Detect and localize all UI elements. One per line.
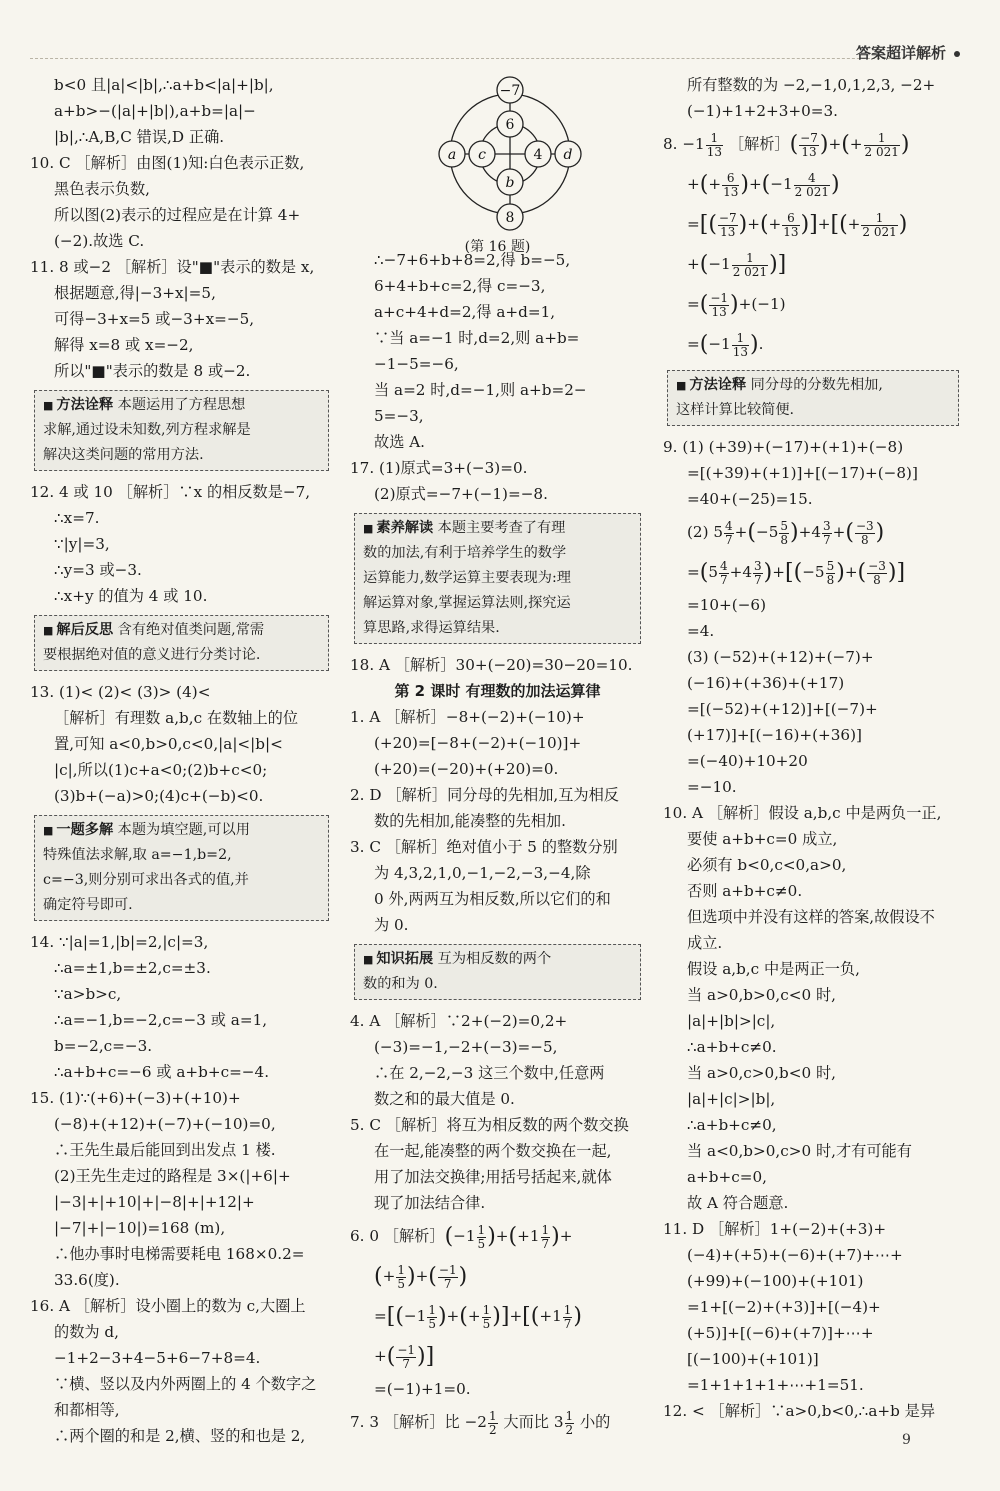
q13-line: 13. (1)< (2)< (3)> (4)< bbox=[30, 683, 211, 701]
p11-line: 11. D ［解析］1+(−2)+(+3)+ bbox=[663, 1220, 887, 1238]
text-line: (+20)=(−20)+(+20)=0. bbox=[374, 760, 559, 778]
p12-line: 12. < ［解析］∵a>0,b<0,∴a+b 是异 bbox=[663, 1402, 936, 1420]
tip-text: 求解,通过设未知数,列方程求解是 bbox=[43, 422, 251, 438]
text-line: =(−1)+1=0. bbox=[374, 1380, 471, 1398]
text-span: 6. 0 ［解析］ bbox=[350, 1227, 445, 1245]
node-top-label: −7 bbox=[499, 83, 521, 99]
text-line: 解得 x=8 或 x=−2, bbox=[54, 336, 194, 354]
text-line: 黑色表示负数, bbox=[54, 180, 150, 198]
column-right bbox=[663, 72, 963, 1424]
tip-text: 解决这类问题的常用方法. bbox=[43, 447, 204, 463]
tip-text: 本题为填空题,可以用 bbox=[113, 822, 250, 838]
text-line: 所以"■"表示的数是 8 或−2. bbox=[54, 362, 251, 380]
text-line: (2)王先生走过的路程是 3×(|+6|+ bbox=[54, 1167, 291, 1185]
text-line: 当 a>0,b>0,c<0 时, bbox=[687, 986, 836, 1004]
text-line: =10+(−6) bbox=[687, 596, 767, 614]
text-line: =1+[(−2)+(+3)]+[(−4)+ bbox=[687, 1298, 881, 1316]
fraction: $\frac{1}{7}$ bbox=[541, 1222, 550, 1251]
tip-text: 特殊值法求解,取 a=−1,b=2, bbox=[43, 847, 232, 863]
p7-line: 7. 3 ［解析］比 −2 $\frac{1}{2}$ 大而比 3 $\frac{1}{2}$ 小的 bbox=[350, 1408, 611, 1437]
text-line: −1+2−3+4−5+6−7+8=4. bbox=[54, 1349, 261, 1367]
tip-text: 要根据绝对值的意义进行分类讨论. bbox=[43, 647, 261, 663]
text-line: 在一起,能凑整的两个数交换在一起, bbox=[374, 1142, 612, 1160]
circle-diagram-svg bbox=[350, 72, 645, 237]
text-line: ∵a>b>c, bbox=[54, 985, 122, 1003]
page-number: 9 bbox=[902, 1432, 911, 1448]
p2-line: 2. D ［解析］同分母的先相加,互为相反 bbox=[350, 786, 619, 804]
paren: ) bbox=[487, 1224, 496, 1249]
text-line: 故 A 符合题意. bbox=[687, 1194, 789, 1212]
text-line: |c|,所以(1)c+a<0;(2)b+c<0; bbox=[54, 761, 268, 779]
tip-text: 含有绝对值类问题,常需 bbox=[113, 622, 265, 638]
p6-line-2: (+ $\frac{1}{5}$ )+( $\frac{-1}{7}$ ) bbox=[374, 1262, 468, 1291]
tip-tag: ■ 一题多解 bbox=[43, 822, 113, 838]
q16-line: 16. A ［解析］设小圈上的数为 c,大圈上 bbox=[30, 1297, 306, 1315]
q18-line: 18. A ［解析］30+(−20)=30−20=10. bbox=[350, 656, 633, 674]
text-line: ∵横、竖以及内外两圈上的 4 个数字之 bbox=[54, 1375, 317, 1393]
tip-text: 同分母的分数先相加, bbox=[746, 377, 883, 393]
text-line: (+17)]+[(−16)+(+36)] bbox=[687, 726, 862, 744]
text-line: ∴他办事时电梯需要耗电 168×0.2= bbox=[54, 1245, 305, 1263]
text-line: (+99)+(−100)+(+101) bbox=[687, 1272, 864, 1290]
p8-line-4: +(−1 $\frac{1}{2 021}$ )] bbox=[687, 250, 787, 279]
tip-text: 数的和为 0. bbox=[363, 976, 438, 992]
text-line: (3)b+(−a)>0;(4)c+(−b)<0. bbox=[54, 787, 264, 805]
text-line: |−7|+|−10|)=168 (m), bbox=[54, 1219, 226, 1237]
node-right-outer-label: d bbox=[563, 147, 573, 163]
text-line: 0 外,两两互为相反数,所以它们的和 bbox=[374, 890, 611, 908]
tip-box-knowledge bbox=[354, 944, 641, 1000]
text-line: =40+(−25)=15. bbox=[687, 490, 813, 508]
text-line: 故选 A. bbox=[374, 433, 425, 451]
tip-text: 这样计算比较简便. bbox=[676, 402, 795, 418]
node-bottom-label: 8 bbox=[505, 210, 515, 226]
p9-line: 9. (1) (+39)+(−17)+(+1)+(−8) bbox=[663, 438, 904, 456]
tip-box-method bbox=[34, 390, 329, 471]
tip-text: 算思路,求得运算结果. bbox=[363, 620, 500, 636]
text-line: 的数为 d, bbox=[54, 1323, 119, 1341]
text-line: ∵|y|=3, bbox=[54, 535, 110, 553]
text-line: 当 a>0,c>0,b<0 时, bbox=[687, 1064, 836, 1082]
text-line: ∴两个圈的和是 2,横、竖的和也是 2, bbox=[54, 1427, 306, 1445]
tip-box-reflection bbox=[34, 615, 329, 671]
text-line: 33.6(度). bbox=[54, 1271, 120, 1289]
text-line: [(−100)+(+101)] bbox=[687, 1350, 819, 1368]
text-line: 但选项中并没有这样的答案,故假设不 bbox=[687, 908, 935, 926]
p8-line-3: =[( $\frac{-7}{13}$ )+(+ $\frac{6}{13}$ )]+[(+ $\frac{1}{2 021}$ ) bbox=[687, 210, 908, 239]
header-title: 答案超详解析 bbox=[856, 42, 960, 63]
p6-line bbox=[350, 1216, 645, 1256]
tip-tag: ■ 方法诠释 bbox=[676, 377, 746, 393]
p9-line-2: (2) 5 $\frac{4}{7}$ +(−5 $\frac{5}{8}$ )+4 $\frac{3}{7}$ +( $\frac{-3}{8}$ ) bbox=[687, 518, 885, 547]
tip-text: 本题主要考查了有理 bbox=[433, 520, 566, 536]
paren: ( bbox=[508, 1224, 518, 1249]
paren: ( bbox=[444, 1224, 454, 1249]
text-line: (3) (−52)+(+12)+(−7)+ bbox=[687, 648, 874, 666]
tip-text: c=−3,则分别可求出各式的值,并 bbox=[43, 872, 249, 888]
tip-text: 互为相反数的两个 bbox=[433, 951, 552, 967]
tip-text: 本题运用了方程思想 bbox=[113, 397, 246, 413]
text-line: 6+4+b+c=2,得 c=−3, bbox=[374, 277, 546, 295]
tip-text: 数的加法,有利于培养学生的数学 bbox=[363, 545, 567, 561]
q14-line: 14. ∵|a|=1,|b|=2,|c|=3, bbox=[30, 933, 209, 951]
q10-line: 10. C ［解析］由图(1)知:白色表示正数, bbox=[30, 154, 305, 172]
text-line: ∴a=±1,b=±2,c=±3. bbox=[54, 959, 211, 977]
text-line: ∵当 a=−1 时,d=2,则 a+b= bbox=[374, 329, 580, 347]
text-line: =[(+39)+(+1)]+[(−17)+(−8)] bbox=[687, 464, 918, 482]
fraction: $\frac{1}{5}$ bbox=[477, 1222, 486, 1251]
p10-line: 10. A ［解析］假设 a,b,c 中是两负一正, bbox=[663, 804, 942, 822]
column-middle bbox=[350, 72, 645, 1442]
text-line: (−4)+(+5)+(−6)+(+7)+⋯+ bbox=[687, 1246, 903, 1264]
text-line: 数的先相加,能凑整的先相加. bbox=[374, 812, 566, 830]
text-line: 要使 a+b+c=0 成立, bbox=[687, 830, 838, 848]
text-line: (2)原式=−7+(−1)=−8. bbox=[374, 485, 548, 503]
column-left bbox=[30, 72, 333, 1449]
tip-tag: ■ 解后反思 bbox=[43, 622, 113, 638]
p8-line-5: =( $\frac{-1}{13}$ )+(−1) bbox=[687, 290, 786, 319]
tip-tag: ■ 素养解读 bbox=[363, 520, 433, 536]
text-line: =[(−52)+(+12)]+[(−7)+ bbox=[687, 700, 878, 718]
text-line: a+b>−(|a|+|b|),a+b=|a|− bbox=[54, 102, 256, 120]
text-line: =−10. bbox=[687, 778, 737, 796]
p3-line: 3. C ［解析］绝对值小于 5 的整数分别 bbox=[350, 838, 618, 856]
text-line: 否则 a+b+c≠0. bbox=[687, 882, 803, 900]
text-line: 现了加法结合律. bbox=[374, 1194, 486, 1212]
text-line: ∴a+b+c=−6 或 a+b+c=−4. bbox=[54, 1063, 270, 1081]
text-line: b=−2,c=−3. bbox=[54, 1037, 153, 1055]
text-line: ∴a+b+c≠0, bbox=[687, 1116, 777, 1134]
p8-line: 8. −1 $\frac{1}{13}$ ［解析］( $\frac{-7}{13}$ )+(+ $\frac{1}{2 021}$ ) bbox=[663, 130, 910, 159]
p4-line: 4. A ［解析］∵2+(−2)=0,2+ bbox=[350, 1012, 568, 1030]
lesson-title: 第 2 课时 有理数的加法运算律 bbox=[394, 682, 601, 700]
text-line: ∴王先生最后能回到出发点 1 楼. bbox=[54, 1141, 276, 1159]
text-line: 为 4,3,2,1,0,−1,−2,−3,−4,除 bbox=[374, 864, 591, 882]
text-line: 必须有 b<0,c<0,a>0, bbox=[687, 856, 847, 874]
math-text: + bbox=[495, 1227, 509, 1245]
text-line: ∴a+b+c≠0. bbox=[687, 1038, 777, 1056]
q17-line: 17. (1)原式=3+(−3)=0. bbox=[350, 459, 528, 477]
tip-box-method-2 bbox=[667, 370, 959, 426]
text-line: (−3)=−1,−2+(−3)=−5, bbox=[374, 1038, 558, 1056]
text-line: 数之和的最大值是 0. bbox=[374, 1090, 515, 1108]
p6-line-3: =[(−1 $\frac{1}{5}$ )+(+ $\frac{1}{5}$ )]+[(+1 $\frac{1}{7}$ ) bbox=[374, 1302, 582, 1331]
text-line: |a|+|b|>|c|, bbox=[687, 1012, 776, 1030]
tip-text: 确定符号即可. bbox=[43, 897, 133, 913]
text-line: 置,可知 a<0,b>0,c<0,|a|<|b|< bbox=[54, 735, 283, 753]
text-line: (−1)+1+2+3+0=3. bbox=[687, 102, 839, 120]
text-line: 当 a=2 时,d=−1,则 a+b=2− bbox=[374, 381, 587, 399]
text-line: −1−5=−6, bbox=[374, 355, 459, 373]
tip-box-literacy bbox=[354, 513, 641, 644]
text-line: ∴a=−1,b=−2,c=−3 或 a=1, bbox=[54, 1011, 268, 1029]
p8-line-2: +(+ $\frac{6}{13}$ )+(−1 $\frac{4}{2 021}$ ) bbox=[687, 170, 840, 199]
node-left-inner-label: c bbox=[478, 147, 486, 163]
header-rule bbox=[30, 58, 905, 59]
text-line: 当 a<0,b>0,c>0 时,才有可能有 bbox=[687, 1142, 912, 1160]
text-line: |b|,∴A,B,C 错误,D 正确. bbox=[54, 128, 225, 146]
text-line: 和都相等, bbox=[54, 1401, 120, 1419]
tip-box-multi-solution bbox=[34, 815, 329, 921]
text-line: =(−40)+10+20 bbox=[687, 752, 808, 770]
text-line: 可得−3+x=5 或−3+x=−5, bbox=[54, 310, 255, 328]
text-line: a+b+c=0, bbox=[687, 1168, 767, 1186]
text-line: (−2).故选 C. bbox=[54, 232, 145, 250]
q11-line: 11. 8 或−2 ［解析］设"■"表示的数是 x, bbox=[30, 258, 315, 276]
tip-text: 运算能力,数学运算主要表现为:理 bbox=[363, 570, 571, 586]
math-text: + bbox=[559, 1227, 573, 1245]
text-line: |−3|+|+10|+|−8|+|+12|+ bbox=[54, 1193, 255, 1211]
p9-line-3: =(5 $\frac{4}{7}$ +4 $\frac{3}{7}$ )+[(−5 $\frac{5}{8}$ )+( $\frac{-3}{8}$ )] bbox=[687, 558, 906, 587]
text-line: =1+1+1+1+⋯+1=51. bbox=[687, 1376, 864, 1394]
text-line: (−8)+(+12)+(−7)+(−10)=0, bbox=[54, 1115, 276, 1133]
text-line: ［解析］有理数 a,b,c 在数轴上的位 bbox=[54, 709, 299, 727]
p1-line: 1. A ［解析］−8+(−2)+(−10)+ bbox=[350, 708, 585, 726]
q15-line: 15. (1)∵(+6)+(−3)+(+10)+ bbox=[30, 1089, 241, 1107]
text-line: (+5)]+[(−6)+(+7)]+⋯+ bbox=[687, 1324, 874, 1342]
figure-caption: (第 16 题) bbox=[464, 239, 531, 255]
text-line: (−16)+(+36)+(+17) bbox=[687, 674, 845, 692]
text-line: ∴x+y 的值为 4 或 10. bbox=[54, 587, 208, 605]
p5-line: 5. C ［解析］将互为相反数的两个数交换 bbox=[350, 1116, 629, 1134]
p6-line-4: +( $\frac{-1}{7}$ )] bbox=[374, 1342, 435, 1371]
tip-tag: ■ 方法诠释 bbox=[43, 397, 113, 413]
text-line: (+20)=[−8+(−2)+(−10)]+ bbox=[374, 734, 582, 752]
text-line: 5=−3, bbox=[374, 407, 424, 425]
circle-diagram bbox=[350, 72, 645, 255]
text-line: ∴y=3 或−3. bbox=[54, 561, 142, 579]
text-line: ∴−7+6+b+8=2,得 b=−5, bbox=[374, 251, 571, 269]
q12-line: 12. 4 或 10 ［解析］∵x 的相反数是−7, bbox=[30, 483, 311, 501]
text-line: |a|+|c|>|b|, bbox=[687, 1090, 776, 1108]
text-line: 所以图(2)表示的过程应是在计算 4+ bbox=[54, 206, 301, 224]
text-line: 所有整数的为 −2,−1,0,1,2,3, −2+ bbox=[687, 76, 936, 94]
math-text: −1 bbox=[453, 1227, 476, 1245]
paren: ) bbox=[551, 1224, 560, 1249]
tip-tag: ■ 知识拓展 bbox=[363, 951, 433, 967]
text-line: =4. bbox=[687, 622, 715, 640]
text-line: 成立. bbox=[687, 934, 723, 952]
text-line: ∴在 2,−2,−3 这三个数中,任意两 bbox=[374, 1064, 605, 1082]
text-line: ∴x=7. bbox=[54, 509, 100, 527]
math-text: +1 bbox=[517, 1227, 540, 1245]
node-upper-label: 6 bbox=[505, 117, 515, 133]
text-line: a+c+4+d=2,得 a+d=1, bbox=[374, 303, 556, 321]
node-lower-label: b bbox=[505, 175, 515, 191]
text-line: 根据题意,得|−3+x|=5, bbox=[54, 284, 216, 302]
text-line: b<0 且|a|<|b|,∴a+b<|a|+|b|, bbox=[54, 76, 274, 94]
tip-text: 解运算对象,掌握运算法则,探究运 bbox=[363, 595, 571, 611]
p8-line-6: =(−1 $\frac{1}{13}$ ). bbox=[687, 330, 764, 359]
node-left-outer-label: a bbox=[447, 147, 457, 163]
text-line: 为 0. bbox=[374, 916, 409, 934]
text-line: 假设 a,b,c 中是两正一负, bbox=[687, 960, 860, 978]
text-line: 用了加法交换律;用括号括起来,就体 bbox=[374, 1168, 612, 1186]
node-right-inner-label: 4 bbox=[533, 147, 543, 163]
